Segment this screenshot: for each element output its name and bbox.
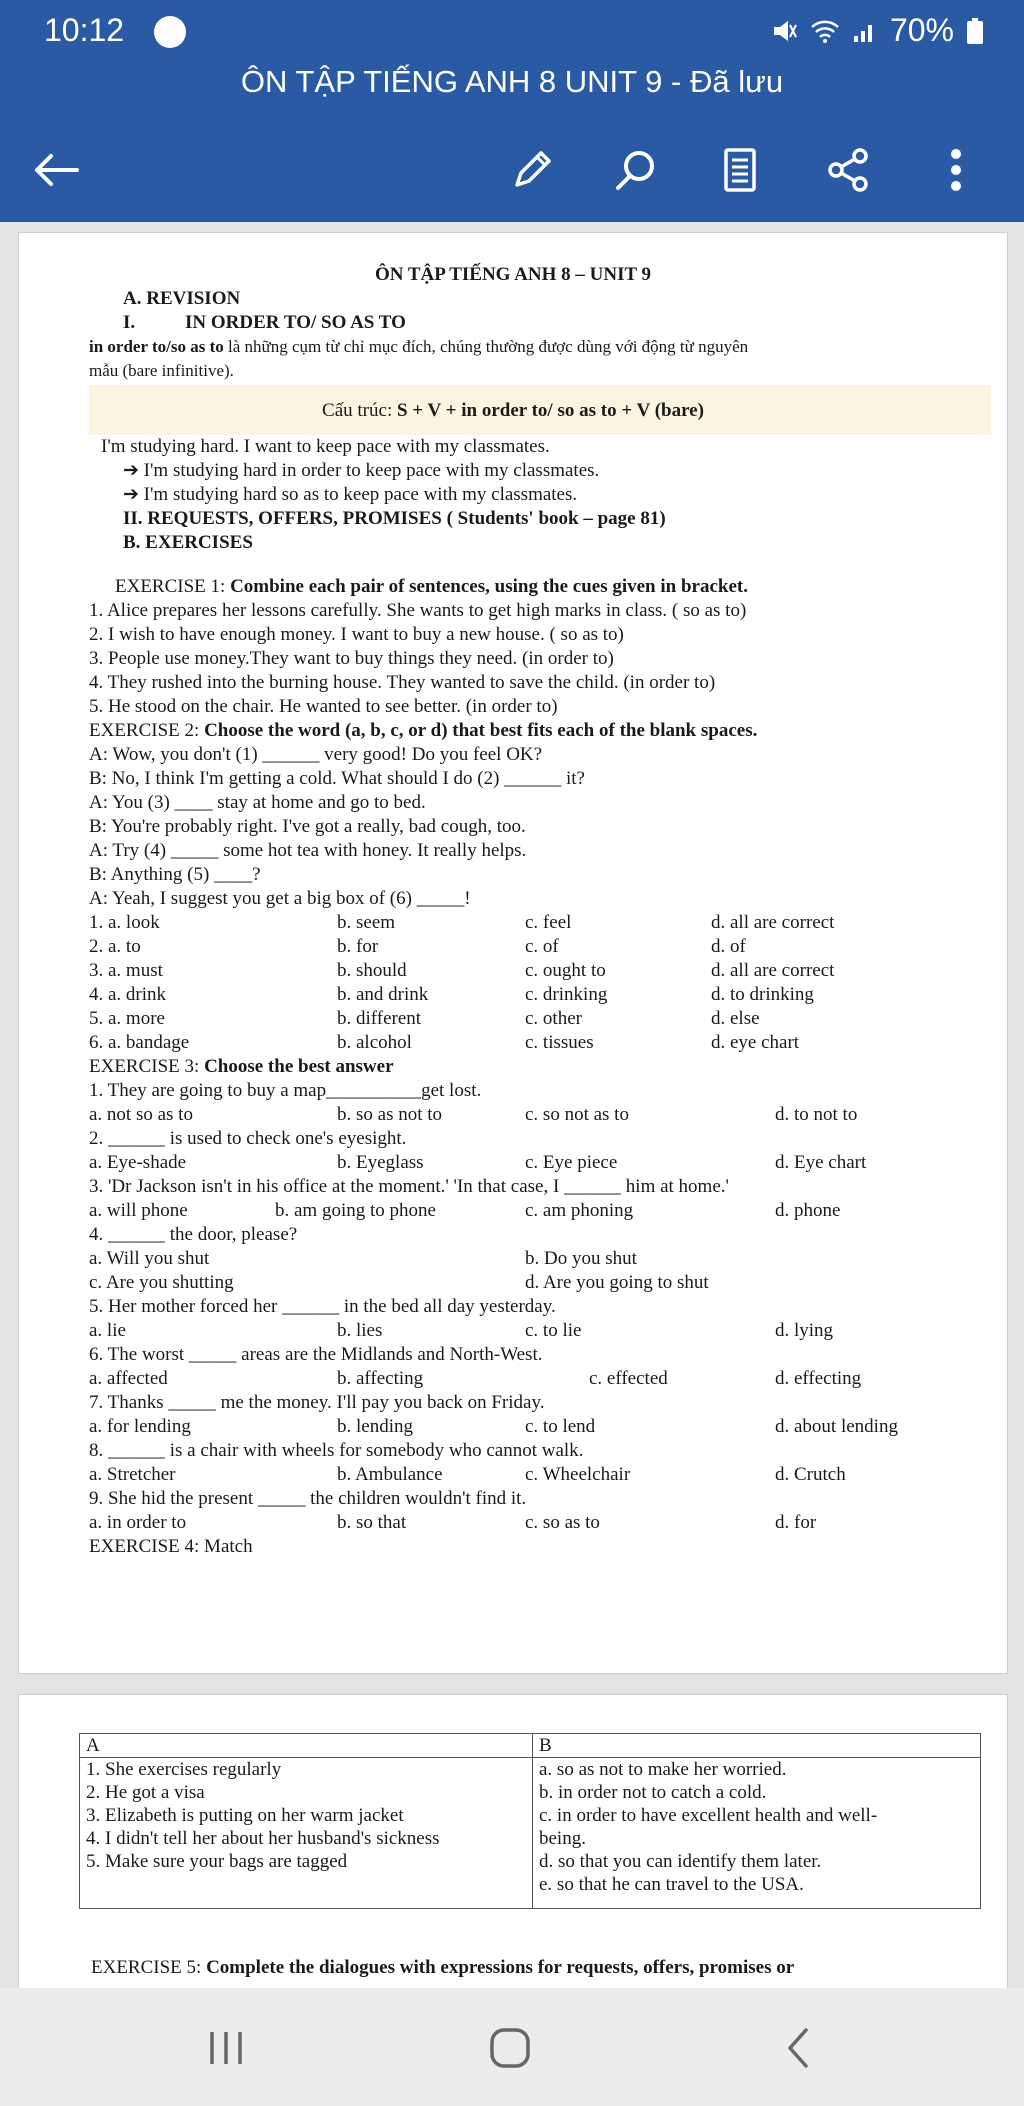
ex2-option: d. to drinking xyxy=(711,984,814,1005)
example-line-3: ➔ I'm studying hard so as to keep pace with my classmates. xyxy=(123,484,578,505)
ex3-option: a. for lending xyxy=(89,1416,191,1437)
ex3-option: d. Crutch xyxy=(775,1464,846,1485)
share-icon[interactable] xyxy=(818,140,878,200)
ex3-option: a. Stretcher xyxy=(89,1464,176,1485)
ex2-option: b. for xyxy=(337,936,379,957)
ex3-option: d. Eye chart xyxy=(775,1152,867,1173)
ex3-question: 7. Thanks _____ me the money. I'll pay you back on Friday. xyxy=(89,1392,545,1413)
ex3-option: b. Do you shut xyxy=(525,1248,637,1269)
ex3-option: b. lies xyxy=(337,1320,383,1341)
ex2-option: b. should xyxy=(337,960,407,981)
exercise-1-title: EXERCISE 1: xyxy=(115,576,231,597)
system-nav-bar xyxy=(0,1988,1024,2106)
status-bar xyxy=(44,10,984,54)
toolbar xyxy=(0,140,1024,200)
ex2-option: 1. a. look xyxy=(89,912,160,933)
exercise-3-heading xyxy=(89,1055,394,1080)
intro-line-2: mẫu (bare infinitive). xyxy=(89,361,234,380)
ex2-option: b. alcohol xyxy=(337,1032,412,1053)
ex3-option: a. lie xyxy=(89,1320,126,1341)
ex2-option: d. of xyxy=(711,936,746,957)
ex3-option: d. to not to xyxy=(775,1104,858,1125)
column-b-item: being. xyxy=(539,1828,586,1849)
exercise-5-instruction: Complete the dialogues with expressions for requests, offers, promises or xyxy=(206,1957,795,1978)
exercise-1-item: 2. I wish to have enough money. I want to buy a new house. ( so as to) xyxy=(89,624,624,645)
ex3-option: d. about lending xyxy=(775,1416,898,1437)
exercise-1-instruction: Combine each pair of sentences, using the cues given in bracket. xyxy=(230,576,748,597)
dialogue-line: A: You (3) ____ stay at home and go to bed. xyxy=(89,792,426,813)
reader-icon[interactable] xyxy=(710,140,770,200)
status-right xyxy=(770,12,984,49)
structure-label: Cấu trúc: xyxy=(322,400,397,421)
ex3-option: a. Eye-shade xyxy=(89,1152,187,1173)
ex2-option: b. seem xyxy=(337,912,396,933)
dialogue-line: B: Anything (5) ____? xyxy=(89,864,261,885)
example-line-1: I'm studying hard. I want to keep pace with my classmates. xyxy=(101,436,550,457)
column-b-item: c. in order to have excellent health and well- xyxy=(539,1805,878,1826)
ex3-option: d. Are you going to shut xyxy=(525,1272,709,1293)
column-a-cell xyxy=(80,1758,533,1909)
ex2-option: c. drinking xyxy=(525,984,608,1005)
battery-icon xyxy=(966,17,984,45)
ex3-option: d. lying xyxy=(775,1320,834,1341)
exercise-2-instruction: Choose the word (a, b, c, or d) that best fits each of the blank spaces. xyxy=(204,720,758,741)
wifi-icon xyxy=(810,18,840,44)
ex3-option: b. affecting xyxy=(337,1368,424,1389)
ex2-option: 6. a. bandage xyxy=(89,1032,190,1053)
exercise-1-item: 5. He stood on the chair. He wanted to see better. (in order to) xyxy=(89,696,558,717)
document-page-1[interactable] xyxy=(18,232,1008,1674)
ex2-option: c. feel xyxy=(525,912,572,933)
ex3-option: c. am phoning xyxy=(525,1200,634,1221)
column-b-item: d. so that you can identify them later. xyxy=(539,1851,822,1872)
ex3-question: 5. Her mother forced her ______ in the bed all day yesterday. xyxy=(89,1296,556,1317)
nav-back-icon[interactable] xyxy=(768,2018,828,2078)
ex2-option: c. of xyxy=(525,936,559,957)
ex2-option: 3. a. must xyxy=(89,960,163,981)
pen-icon[interactable] xyxy=(502,140,562,200)
exercise-1-heading xyxy=(115,575,748,600)
match-table-header xyxy=(80,1734,981,1758)
ex2-option: 4. a. drink xyxy=(89,984,167,1005)
column-a-item: 5. Make sure your bags are tagged xyxy=(86,1851,348,1872)
exercise-2-title: EXERCISE 2: xyxy=(89,720,205,741)
section-a-heading: A. REVISION xyxy=(123,288,241,309)
ex3-option: a. not so as to xyxy=(89,1104,193,1125)
doc-heading: ÔN TẬP TIẾNG ANH 8 – UNIT 9 xyxy=(374,264,652,285)
ex3-option: d. phone xyxy=(775,1200,841,1221)
ex3-question: 4. ______ the door, please? xyxy=(89,1224,298,1245)
document-title: ÔN TẬP TIẾNG ANH 8 UNIT 9 - Đã lưu xyxy=(240,64,784,99)
column-b-item: b. in order not to catch a cold. xyxy=(539,1782,767,1803)
ex2-option: b. different xyxy=(337,1008,422,1029)
ex3-option: c. Wheelchair xyxy=(525,1464,631,1485)
signal-icon xyxy=(852,18,878,44)
recent-apps-icon[interactable] xyxy=(196,2018,256,2078)
ex3-option: c. to lie xyxy=(525,1320,582,1341)
ex2-option: c. tissues xyxy=(525,1032,594,1053)
ex3-option: a. in order to xyxy=(89,1512,187,1533)
ex3-question: 8. ______ is a chair with wheels for somebody who cannot walk. xyxy=(89,1440,584,1461)
column-a-item: 4. I didn't tell her about her husband's sickness xyxy=(86,1828,440,1849)
section-b-heading: B. EXERCISES xyxy=(123,532,253,553)
exercise-2-heading xyxy=(89,719,757,744)
match-table-body xyxy=(80,1758,981,1909)
ex2-option: d. else xyxy=(711,1008,760,1029)
intro-rest: là những cụm từ chỉ mục đích, chúng thường được dùng với động từ nguyên xyxy=(223,337,749,356)
home-icon[interactable] xyxy=(480,2018,540,2078)
column-a-item: 2. He got a visa xyxy=(86,1782,205,1803)
ex3-option: c. effected xyxy=(589,1368,668,1389)
exercise-3-instruction: Choose the best answer xyxy=(204,1056,394,1077)
exercise-1-item: 4. They rushed into the burning house. They wanted to save the child. (in order to) xyxy=(89,672,716,693)
ex3-question: 2. ______ is used to check one's eyesight. xyxy=(89,1128,407,1149)
ex3-option: c. Eye piece xyxy=(525,1152,618,1173)
column-a-item: 3. Elizabeth is putting on her warm jacket xyxy=(86,1805,404,1826)
exercise-4-heading: EXERCISE 4: Match xyxy=(89,1536,253,1557)
exercise-3-title: EXERCISE 3: xyxy=(89,1056,205,1077)
structure-formula: S + V + in order to/ so as to + V (bare) xyxy=(396,400,704,421)
ex3-option: b. Eyeglass xyxy=(337,1152,424,1173)
ex3-question: 1. They are going to buy a map__________get lost. xyxy=(89,1080,482,1101)
intro-line-1 xyxy=(89,335,748,360)
column-b-header: B xyxy=(533,1734,981,1758)
structure-line xyxy=(19,399,1007,424)
ex3-option: d. effecting xyxy=(775,1368,862,1389)
ex3-question: 3. 'Dr Jackson isn't in his office at the moment.' 'In that case, I ______ him at home.' xyxy=(89,1176,729,1197)
mute-icon xyxy=(770,17,798,45)
ex2-option: c. other xyxy=(525,1008,582,1029)
ex3-option: c. so not as to xyxy=(525,1104,629,1125)
back-arrow-icon[interactable] xyxy=(26,140,86,200)
search-icon[interactable] xyxy=(606,140,666,200)
messenger-icon xyxy=(154,16,186,48)
dialogue-line: B: No, I think I'm getting a cold. What should I do (2) ______ it? xyxy=(89,768,585,789)
section-i-number: I. xyxy=(123,312,136,333)
ex3-option: b. so that xyxy=(337,1512,407,1533)
more-options-icon[interactable] xyxy=(926,140,986,200)
exercise-1-item: 3. People use money.They want to buy things they need. (in order to) xyxy=(89,648,614,669)
ex2-option: 2. a. to xyxy=(89,936,141,957)
exercise-1-item: 1. Alice prepares her lessons carefully. She wants to get high marks in class. ( so as to) xyxy=(89,600,747,621)
ex3-question: 9. She hid the present _____ the children wouldn't find it. xyxy=(89,1488,527,1509)
ex3-option: b. so as not to xyxy=(337,1104,443,1125)
status-time: 10:12 xyxy=(44,12,125,48)
ex2-option: 5. a. more xyxy=(89,1008,165,1029)
example-line-2: ➔ I'm studying hard in order to keep pace with my classmates. xyxy=(123,460,600,481)
dialogue-line: B: You're probably right. I've got a really, bad cough, too. xyxy=(89,816,526,837)
ex2-option: c. ought to xyxy=(525,960,606,981)
battery-text: 70% xyxy=(889,12,954,48)
ex2-option: b. and drink xyxy=(337,984,429,1005)
column-b-item: e. so that he can travel to the USA. xyxy=(539,1874,804,1895)
dialogue-line: A: Wow, you don't (1) ______ very good! Do you feel OK? xyxy=(89,744,543,765)
column-b-cell xyxy=(533,1758,981,1909)
ex3-option: c. so as to xyxy=(525,1512,600,1533)
ex2-option: d. all are correct xyxy=(711,912,835,933)
ex3-option: b. lending xyxy=(337,1416,413,1437)
intro-bold: in order to/so as to xyxy=(89,337,224,356)
document-page-2[interactable] xyxy=(18,1694,1008,1996)
ex3-option: d. for xyxy=(775,1512,817,1533)
match-table xyxy=(79,1733,981,1909)
app-header xyxy=(0,0,1024,222)
ex3-question: 6. The worst _____ areas are the Midlands and North-West. xyxy=(89,1344,543,1365)
column-a-item: 1. She exercises regularly xyxy=(86,1759,282,1780)
ex3-option: c. to lend xyxy=(525,1416,596,1437)
section-ii-heading: II. REQUESTS, OFFERS, PROMISES ( Students' book – page 81) xyxy=(123,508,666,529)
exercise-5-heading xyxy=(91,1957,794,1979)
dialogue-line: A: Try (4) _____ some hot tea with honey. It really helps. xyxy=(89,840,527,861)
ex3-option: a. affected xyxy=(89,1368,168,1389)
column-b-item: a. so as not to make her worried. xyxy=(539,1759,787,1780)
dialogue-line: A: Yeah, I suggest you get a big box of (6) _____! xyxy=(89,888,471,909)
section-i-heading: IN ORDER TO/ SO AS TO xyxy=(185,312,406,333)
column-a-header: A xyxy=(80,1734,533,1758)
ex3-option: b. Ambulance xyxy=(337,1464,443,1485)
exercise-5-title: EXERCISE 5: xyxy=(91,1957,207,1978)
ex2-option: d. eye chart xyxy=(711,1032,800,1053)
ex3-option: b. am going to phone xyxy=(275,1200,436,1221)
ex3-option: a. Will you shut xyxy=(89,1248,210,1269)
ex3-option: a. will phone xyxy=(89,1200,188,1221)
ex2-option: d. all are correct xyxy=(711,960,835,981)
ex3-option: c. Are you shutting xyxy=(89,1272,234,1293)
